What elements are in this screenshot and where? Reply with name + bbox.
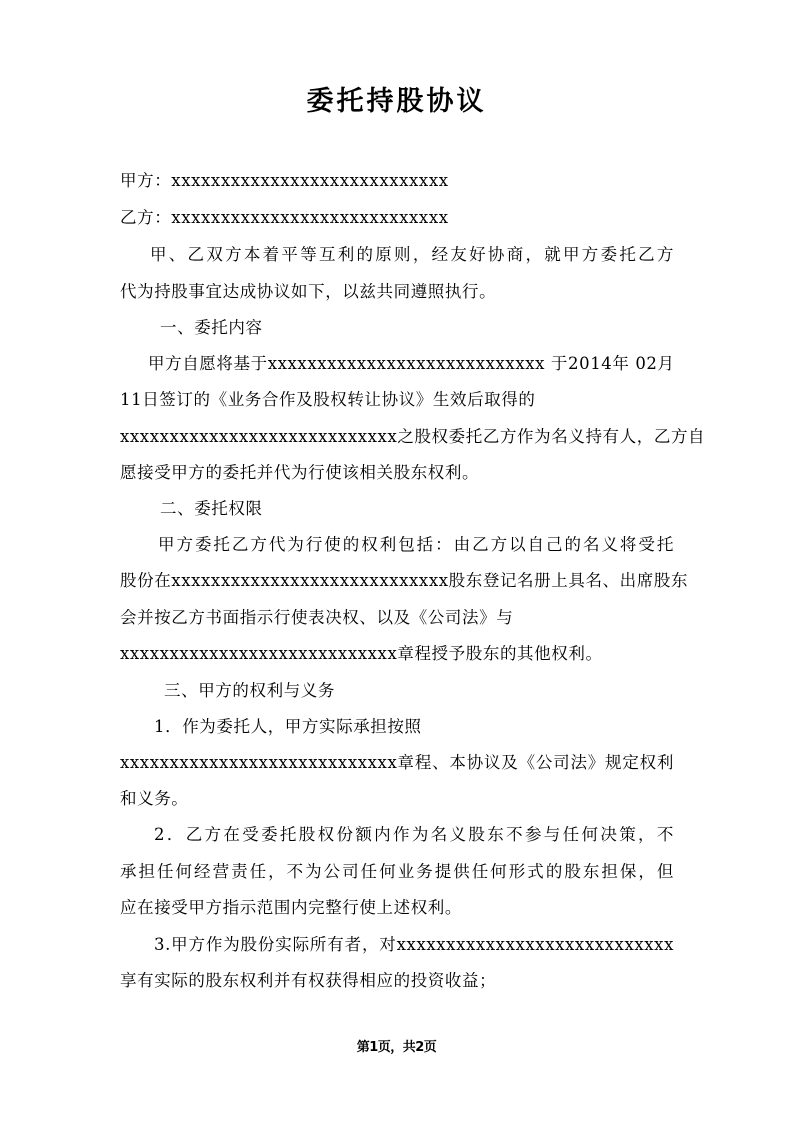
section-3-item-1-line-1: 1．作为委托人，甲方实际承担按照 [154,717,422,736]
section-3-item-2-line-3: 应在接受甲方指示范围内完整行使上述权利。 [120,898,462,917]
section-3-item-1-line-3: 和义务。 [120,789,189,808]
section-1-line-3: xxxxxxxxxxxxxxxxxxxxxxxxxxxx之股权委托乙方作为名义持有人，乙方自 [120,427,706,446]
section-3-heading: 三、甲方的权利与义务 [164,681,335,700]
page-number: 第1页，共2页 [356,1040,437,1055]
document-title: 委托持股协议 [306,86,487,117]
section-2-line-1: 甲方委托乙方代为行使的权利包括：由乙方以自己的名义将受托 [158,535,674,554]
section-3-item-2-line-2: 承担任何经营责任，不为公司任何业务提供任何形式的股东担保，但 [120,862,674,881]
party-a-line: 甲方：xxxxxxxxxxxxxxxxxxxxxxxxxxxx [120,171,449,190]
section-3-item-3-line-1: 3.甲方作为股份实际所有者，对xxxxxxxxxxxxxxxxxxxxxxxxxxxx [154,935,674,954]
section-2-line-4: xxxxxxxxxxxxxxxxxxxxxxxxxxxx章程授予股东的其他权利。 [120,644,603,663]
party-b-line: 乙方：xxxxxxxxxxxxxxxxxxxxxxxxxxxx [120,208,449,227]
section-1-heading: 一、委托内容 [160,318,263,337]
section-2-line-2: 股份在xxxxxxxxxxxxxxxxxxxxxxxxxxxx股东登记名册上具名、出席股东 [120,571,689,590]
section-1-line-2: 11日签订的《业务合作及股权转让协议》生效后取得的 [120,390,536,409]
preamble-line-1: 甲、乙双方本着平等互利的原则，经友好协商，就甲方委托乙方 [150,245,674,264]
section-3-item-3-line-2: 享有实际的股东权利并有权获得相应的投资收益； [120,971,497,990]
section-3-item-1-line-2: xxxxxxxxxxxxxxxxxxxxxxxxxxxx章程、本协议及《公司法》规定权利 [120,753,674,772]
preamble-line-2: 代为持股事宜达成协议如下，以兹共同遵照执行。 [120,282,497,301]
section-2-line-3: 会并按乙方书面指示行使表决权、以及《公司法》与 [120,608,514,627]
section-1-line-4: 愿接受甲方的委托并代为行使该相关股东权利。 [120,463,480,482]
section-2-heading: 二、委托权限 [160,499,263,518]
section-1-line-1: 甲方自愿将基于xxxxxxxxxxxxxxxxxxxxxxxxxxxx 于2014年 02月 [148,354,675,373]
section-3-item-2-line-1: 2．乙方在受委托股权份额内作为名义股东不参与任何决策，不 [154,825,674,844]
